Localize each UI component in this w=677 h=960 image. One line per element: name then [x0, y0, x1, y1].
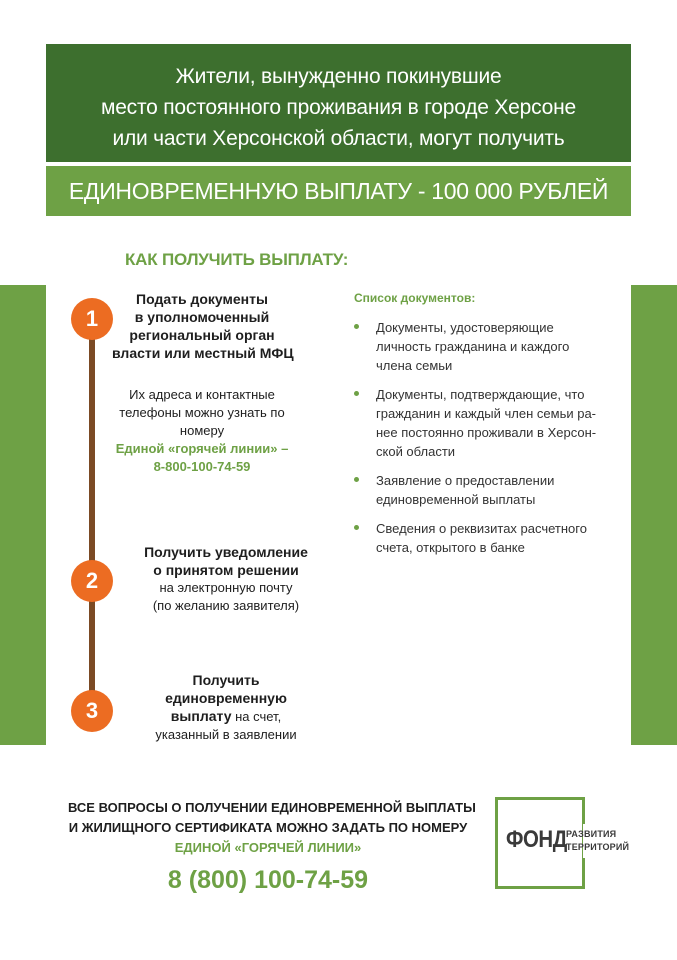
- right-side-bar: [631, 285, 677, 745]
- step-line: власти или местный МФЦ: [112, 345, 294, 361]
- payment-band: [46, 166, 631, 216]
- header-title-line: Жители, вынужденно покинувшие: [175, 65, 502, 88]
- document-text: [376, 471, 616, 509]
- hotline-line: 8-800-100-74-59: [153, 459, 251, 474]
- left-side-bar: [0, 285, 46, 745]
- document-line: единовременной выплаты: [376, 492, 536, 507]
- document-line: члена семьи: [376, 358, 453, 373]
- step-1-text: [112, 290, 292, 362]
- header-title-line: место постоянного проживания в городе Херсоне: [100, 96, 577, 119]
- payment-band-text: ЕДИНОВРЕМЕННУЮ ВЫПЛАТУ - 100 000 РУБЛЕЙ: [68, 178, 609, 204]
- step-line: [136, 707, 316, 726]
- step-2-text: [136, 543, 316, 615]
- header-title-line: или части Херсонской области, могут получить: [112, 127, 565, 150]
- document-line: ской области: [376, 444, 456, 459]
- step-line: единовременную: [165, 690, 287, 706]
- step-3-text: [136, 671, 316, 744]
- note-line: телефоны можно узнать по: [119, 405, 285, 420]
- document-text: [376, 385, 616, 461]
- bullet-icon: [354, 324, 359, 329]
- logo-sub-text: ТЕРРИТОРИЙ: [566, 842, 630, 852]
- step-number: 2: [85, 568, 99, 593]
- step-line: (по желанию заявителя): [152, 598, 300, 613]
- document-line: счета, открытого в банке: [376, 540, 525, 555]
- step-bold-word: выплату: [170, 708, 232, 724]
- hotline-line: Единой «горячей линии» –: [115, 441, 289, 456]
- step-line: Подать документы: [136, 291, 268, 307]
- footer-text: [68, 798, 476, 858]
- document-line: Сведения о реквизитах расчетного: [376, 521, 587, 536]
- footer-phone: 8 (800) 100-74-59: [167, 866, 369, 894]
- logo-sub-text: РАЗВИТИЯ: [566, 829, 617, 839]
- document-text: [376, 318, 616, 375]
- document-item: [354, 318, 614, 378]
- document-text: [376, 519, 616, 557]
- logo-main-text: ФОНД: [506, 826, 567, 853]
- document-item: [354, 385, 614, 463]
- header-title: [46, 61, 631, 154]
- step-line: о принятом решении: [153, 562, 299, 578]
- timeline-line: [89, 320, 95, 708]
- step-1-circle: [71, 298, 113, 340]
- step-line: в уполномоченный: [134, 309, 270, 325]
- step-line: на электронную почту: [159, 580, 293, 595]
- step-regular-word: на счет,: [231, 709, 282, 724]
- document-line: гражданин и каждый член семьи ра-: [376, 406, 597, 421]
- step-2-circle: [71, 560, 113, 602]
- step-line: Получить уведомление: [144, 544, 308, 560]
- step-line: указанный в заявлении: [155, 727, 297, 742]
- bullet-icon: [354, 477, 359, 482]
- footer-hotline: ЕДИНОЙ «ГОРЯЧЕЙ ЛИНИИ»: [174, 840, 362, 855]
- how-to-heading: КАК ПОЛУЧИТЬ ВЫПЛАТУ:: [125, 250, 349, 269]
- step-line: региональный орган: [129, 327, 275, 343]
- document-item: [354, 471, 614, 511]
- note-line: номеру: [179, 423, 225, 438]
- footer-line: ВСЕ ВОПРОСЫ О ПОЛУЧЕНИИ ЕДИНОВРЕМЕННОЙ ВЫПЛАТЫ: [68, 800, 476, 815]
- documents-heading: Список документов:: [354, 291, 476, 305]
- step-1-note: [112, 386, 292, 476]
- bullet-icon: [354, 525, 359, 530]
- bullet-icon: [354, 391, 359, 396]
- step-number: 3: [85, 698, 99, 723]
- note-line: Их адреса и контактные: [129, 387, 275, 402]
- step-number: 1: [85, 306, 99, 331]
- document-line: Документы, удостоверяющие: [376, 320, 554, 335]
- step-line: Получить: [192, 672, 260, 688]
- document-line: личность гражданина и каждого: [376, 339, 570, 354]
- document-line: нее постоянно проживали в Херсон-: [376, 425, 597, 440]
- header-banner: [46, 44, 631, 216]
- footer-line: И ЖИЛИЩНОГО СЕРТИФИКАТА МОЖНО ЗАДАТЬ ПО НОМЕРУ: [68, 820, 468, 835]
- document-line: Документы, подтверждающие, что: [376, 387, 585, 402]
- step-3-circle: [71, 690, 113, 732]
- document-item: [354, 519, 614, 559]
- document-line: Заявление о предоставлении: [376, 473, 555, 488]
